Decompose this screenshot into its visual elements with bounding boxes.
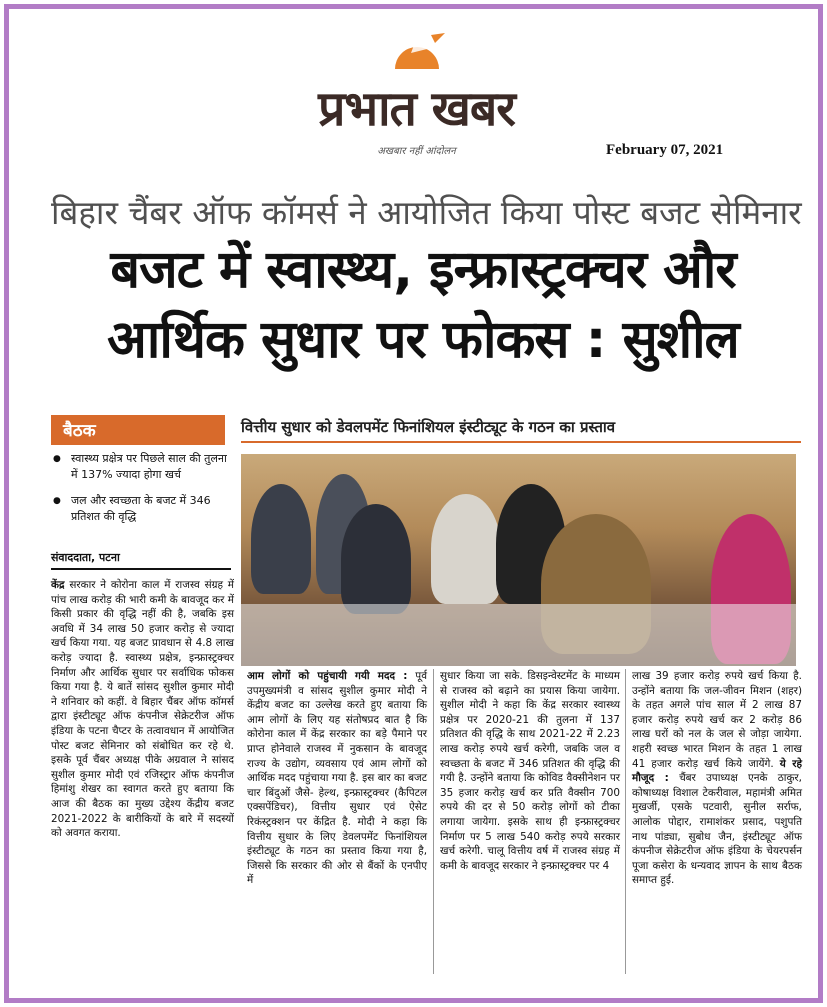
article-body-left [51,578,234,841]
section-lead: आम लोगों को पहुंचायी गयी मदद : [247,670,408,682]
publication-date: February 07, 2021 [606,142,724,158]
article-column-2 [440,669,620,873]
seminar-photo [241,454,796,666]
section-tab: बैठक [51,415,225,445]
article-text: चैंबर उपाध्यक्ष एनके ठाकुर, कोषाध्यक्ष विशाल टेकरीवाल, महामंत्री अमित मुखर्जी, एसके पटवारी, सुनील सर्राफ, आलोक पोद्दार, रामाशंकर प्रसाद, पशुपति नाथ पांड्या, सुबोध जैन, इंस्टीट्यूट ऑफ कंपनीज सेक्रेटरीज ऑफ इंडिया के चेयरपर्सन पूजा कसेरा के धन्यवाद ज्ञापन के साथ बैठक समाप्त हुई. [632,772,802,887]
section-lead: ये रहे मौजूद : [632,757,802,785]
column-divider [625,669,626,974]
main-headline [43,235,803,375]
masthead [299,31,534,171]
page-frame [4,4,823,1003]
headline-line-1: बजट में स्वास्थ्य, इन्फ्रास्ट्रक्चर और [110,240,736,300]
byline: संवाददाता, पटना [51,550,231,570]
rising-sun-logo-icon [387,31,447,71]
article-column-3 [632,669,802,888]
article-text: पूर्व उपमुख्यमंत्री व सांसद सुशील कुमार मोदी ने केंद्रीय बजट का उल्लेख करते हुए बताया कि आम लोगों के लिए यह संतोषप्रद बात है कि कोरोना काल में केंद्र सरकार का बड़े पैमाने पर प्राप्त होनेवाले राजस्व में नुकसान के बावजूद राज्य के उद्योग, व्यवसाय एवं आम लोगों को आर्थिक मदद पहुंचाया गया है. इस बार का बजट चार बिंदुओं जैसे- हेल्थ, इन्फ्रास्ट्रक्चर (कैपिटल एक्सपेंडिचर), वित्तीय सुधार एवं ऐसेट रिकंस्ट्रक्शन पर केंद्रित है. मोदी ने कहा कि वित्तीय सुधार के लिए डेवलपमेंट फिनांशियल इंस्टीट्यूट के गठन का प्रस्ताव किया गया है, जिससे कि सरकार की ओर से बैंकों के एनपीए में [247,670,427,887]
highlight-item: ● स्वास्थ्य प्रक्षेत्र पर पिछले साल की तुलना में 137% ज्यादा होगा खर्च [51,451,231,483]
article-text: सरकार ने कोरोना काल में राजस्व संग्रह में पांच लाख करोड़ की भारी कमी के बावजूद कर में किसी प्रकार की वृद्धि नहीं की है, जबकि इस अवधि में 34 लाख 50 हजार करोड़ से ज्यादा खर्च किया गया. यह बजट प्रावधान से 4.8 लाख करोड़ ज्यादा है. स्वास्थ्य प्रक्षेत्र, इन्फ्रास्ट्रक्चर निर्माण और आर्थिक सुधार पर सर्वाधिक फोकस किया गया है. ये बातें सांसद सुशील कुमार मोदी ने शनिवार को कहीं. वे बिहार चैंबर ऑफ कॉमर्स द्वारा इंस्टीट्यूट ऑफ कंपनीज सेक्रेटरीज ऑफ इंडिया के पटना चैप्टर के तत्वावधान में आयोजित पोस्ट बजट सेमिनार को संबोधित कर रहे थे. इसके पूर्व चैंबर अध्यक्ष पीके अग्रवाल ने सांसद सुशील कुमार मोदी एवं रजिस्ट्रार ऑफ कंपनीज हिमांशु शेखर का स्वागत करते हुए बताया कि आज की बैठक का मुख्य उद्देश्य केंद्रीय बजट 2021-2022 के बारीकियों के बारे में सदस्यों को अवगत कराया. [51,579,234,840]
kicker-headline: बिहार चैंबर ऑफ कॉमर्स ने आयोजित किया पोस्ट बजट सेमिनार [51,193,802,232]
highlight-item: ● जल और स्वच्छता के बजट में 346 प्रतिशत की वृद्धि [51,493,231,525]
article-column-1 [247,669,427,888]
headline-line-2: आर्थिक सुधार पर फोकस : सुशील [107,310,739,370]
article-text: लाख 39 हजार करोड़ रुपये खर्च किया है. उन्होंने बताया कि जल-जीवन मिशन (शहर) के तहत अगले पांच साल में 2 लाख 87 हजार करोड़ रुपये खर्च कर 2 करोड़ 86 लाख घरों को नल के जल से जोड़ा जायेगा. शहरी स्वच्छ भारत मिशन के तहत 1 लाख 41 हजार करोड़ खर्च किये जायेंगे. [632,670,802,770]
newspaper-name: प्रभात खबर [318,81,515,137]
subheadline: वित्तीय सुधार को डेवलपमेंट फिनांशियल इंस्टीट्यूट के गठन का प्रस्ताव [241,417,801,443]
drop-lead: केंद्र [51,579,65,591]
column-divider [433,669,434,974]
newspaper-tagline: अखबार नहीं आंदोलन [377,146,456,157]
article-text: सुधार किया जा सके. डिसइन्वेस्टमेंट के माध्यम से राजस्व को बढ़ाने का प्रयास किया जायेगा. सुशील मोदी ने कहा कि केंद्र सरकार स्वास्थ्य प्रक्षेत्र पर 2020-21 की तुलना में 137 प्रतिशत की वृद्धि के साथ 2021-22 में 2.23 लाख करोड़ रुपये खर्च करेगी, जबकि जल व स्वच्छता के बजट में 346 प्रतिशत की वृद्धि की गयी है. उन्होंने बताया कि कोविड वैक्सीनेशन पर 35 हजार करोड़ खर्च कर प्रति वैक्सीन 700 रुपये की दर से 50 करोड़ लोगों को टीका लगाया जायेगा. इसके साथ ही इन्फ्रास्ट्रक्चर निर्माण पर 5 लाख 540 करोड़ रुपये सरकार खर्च करेगी. चालू वित्तीय वर्ष में राजस्व संग्रह में कमी के बावजूद सरकार ने इन्फ्रास्ट्रक्चर पर 4 [440,670,620,872]
highlights-list [51,451,231,535]
